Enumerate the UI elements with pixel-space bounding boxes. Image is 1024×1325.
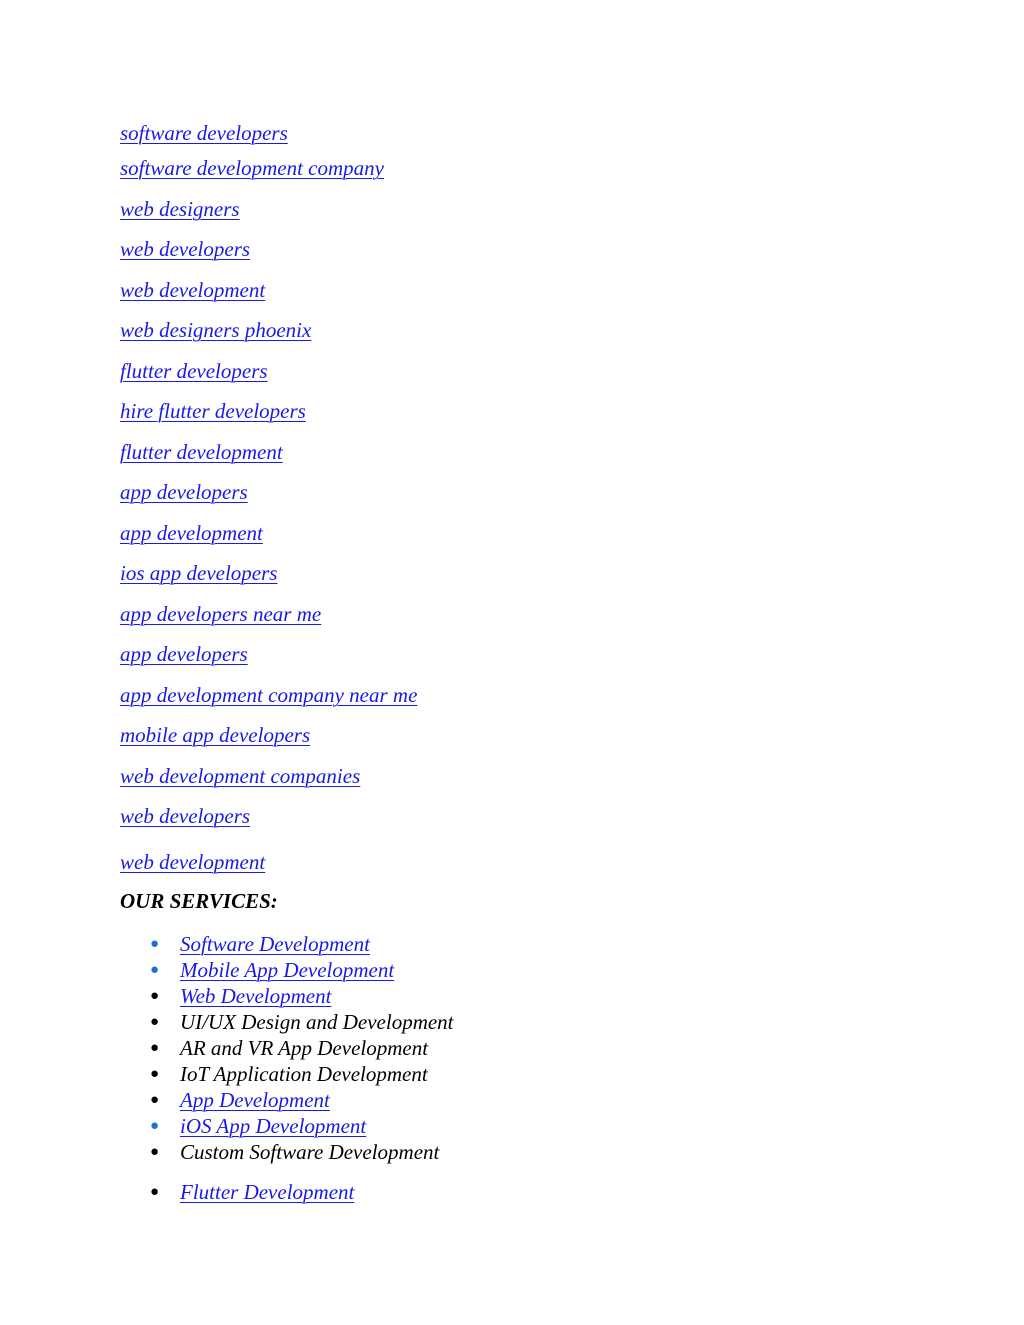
link-software-developers[interactable]: software developers bbox=[120, 121, 288, 145]
link-ios-app-developers[interactable]: ios app developers bbox=[120, 561, 278, 585]
bullet-icon: ● bbox=[150, 987, 160, 1004]
link-web-designers[interactable]: web designers bbox=[120, 197, 240, 221]
service-link-software-development[interactable]: Software Development bbox=[180, 931, 370, 956]
service-link-flutter-development[interactable]: Flutter Development bbox=[180, 1179, 355, 1204]
list-item bbox=[150, 1035, 428, 1061]
link-hire-flutter-developers[interactable]: hire flutter developers bbox=[120, 399, 306, 423]
list-item bbox=[150, 1009, 454, 1035]
link-flutter-developers[interactable]: flutter developers bbox=[120, 359, 268, 383]
bullet-icon: ● bbox=[150, 1183, 160, 1200]
link-flutter-development[interactable]: flutter development bbox=[120, 440, 283, 464]
link-web-development-companies[interactable]: web development companies bbox=[120, 764, 361, 788]
bullet-icon: ● bbox=[150, 961, 160, 978]
bullet-icon: ● bbox=[150, 1013, 160, 1030]
bullet-icon: ● bbox=[150, 1117, 160, 1134]
link-app-development[interactable]: app development bbox=[120, 521, 263, 545]
link-app-developers-near-me[interactable]: app developers near me bbox=[120, 602, 322, 626]
link-web-developers[interactable]: web developers bbox=[120, 237, 251, 261]
service-link-app-development[interactable]: App Development bbox=[180, 1087, 330, 1112]
list-item bbox=[150, 983, 331, 1009]
bullet-icon: ● bbox=[150, 1091, 160, 1108]
service-link-web-development[interactable]: Web Development bbox=[180, 983, 332, 1008]
services-heading: OUR SERVICES: bbox=[120, 889, 278, 913]
link-app-development-company-near-me[interactable]: app development company near me bbox=[120, 683, 418, 707]
link-web-designers-phoenix[interactable]: web designers phoenix bbox=[120, 318, 312, 342]
link-mobile-app-developers[interactable]: mobile app developers bbox=[120, 723, 311, 747]
bullet-icon: ● bbox=[150, 935, 160, 952]
list-item bbox=[150, 1139, 439, 1165]
service-iot-development: IoT Application Development bbox=[180, 1061, 428, 1086]
list-item bbox=[150, 957, 394, 983]
service-uiux-design: UI/UX Design and Development bbox=[180, 1009, 454, 1034]
link-web-development-2[interactable]: web development bbox=[120, 850, 266, 874]
link-web-development[interactable]: web development bbox=[120, 278, 266, 302]
list-item bbox=[150, 931, 370, 957]
link-web-developers-2[interactable]: web developers bbox=[120, 804, 251, 828]
bullet-icon: ● bbox=[150, 1039, 160, 1056]
service-custom-software: Custom Software Development bbox=[180, 1139, 440, 1164]
service-ar-vr-development: AR and VR App Development bbox=[180, 1035, 429, 1060]
link-app-developers-2[interactable]: app developers bbox=[120, 642, 248, 666]
service-link-mobile-app-development[interactable]: Mobile App Development bbox=[180, 957, 395, 982]
list-item bbox=[150, 1113, 366, 1139]
list-item bbox=[150, 1179, 354, 1205]
link-software-development-company[interactable]: software development company bbox=[120, 156, 384, 180]
bullet-icon: ● bbox=[150, 1065, 160, 1082]
service-link-ios-app-development[interactable]: iOS App Development bbox=[180, 1113, 367, 1138]
list-item bbox=[150, 1061, 428, 1087]
list-item bbox=[150, 1087, 330, 1113]
link-app-developers[interactable]: app developers bbox=[120, 480, 248, 504]
bullet-icon: ● bbox=[150, 1143, 160, 1160]
